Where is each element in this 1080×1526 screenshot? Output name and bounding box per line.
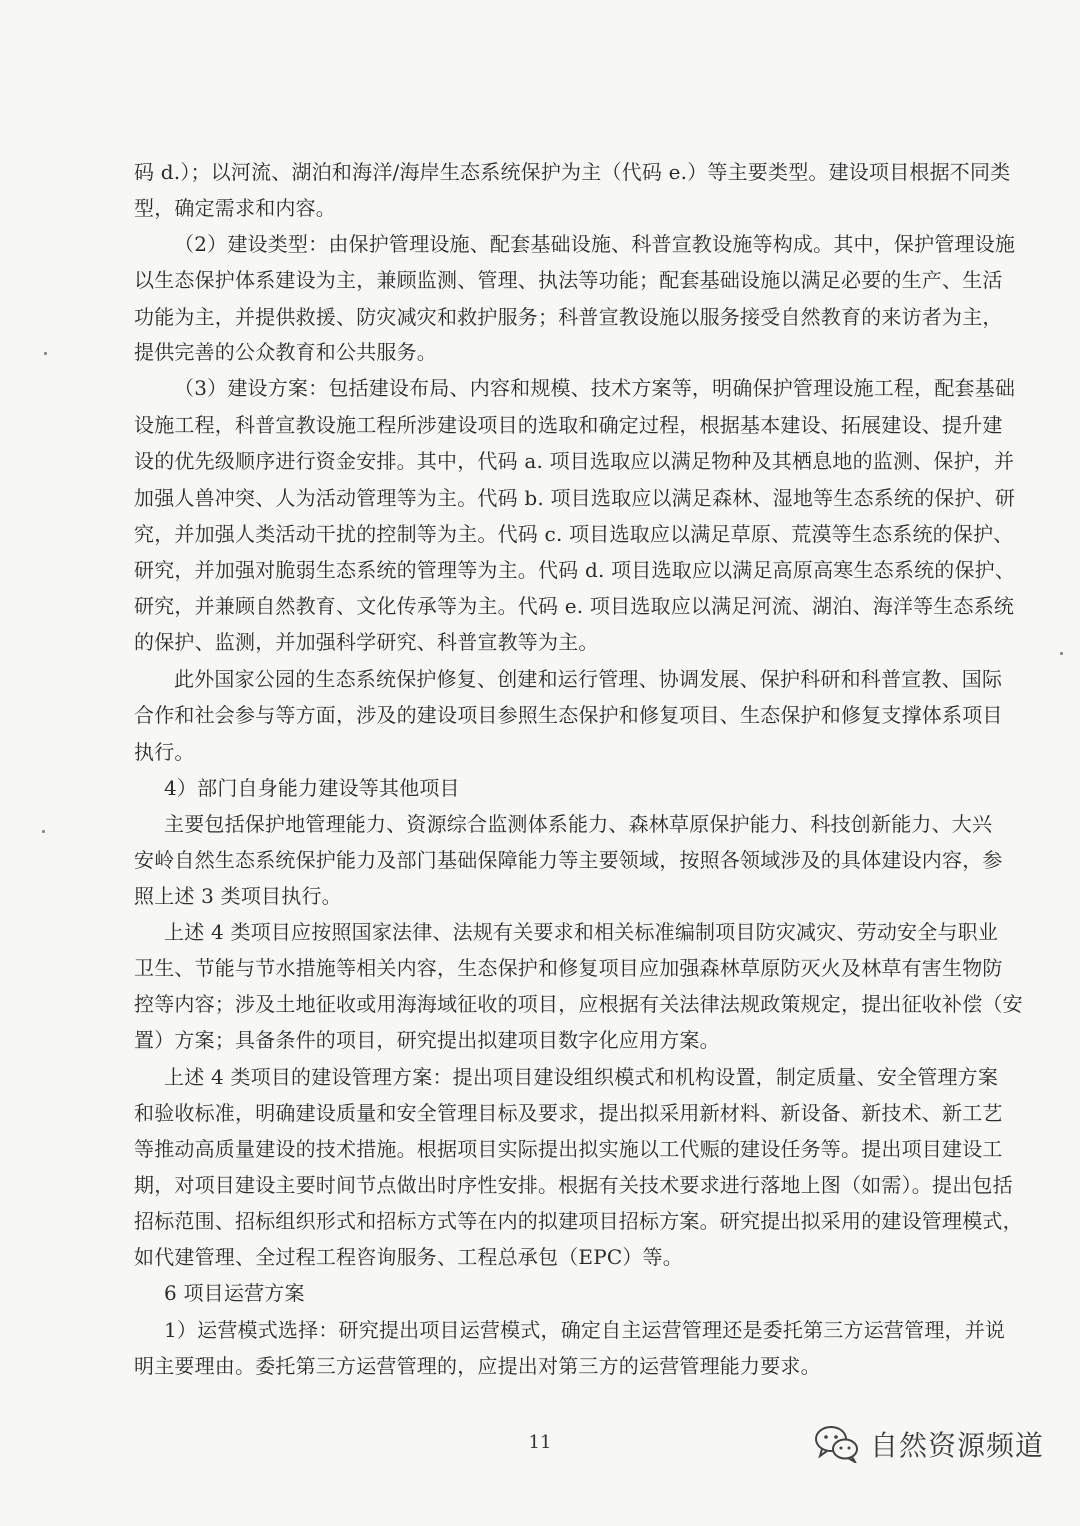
text-line: 安岭自然生态系统保护能力及部门基础保障能力等主要领域，按照各领域涉及的具体建设内容，参: [134, 848, 1003, 872]
text-line: 以生态保护体系建设为主，兼顾监测、管理、执法等功能；配套基础设施以满足必要的生产、生活: [134, 268, 1003, 292]
text-line: 4）部门自身能力建设等其他项目: [164, 776, 460, 800]
scan-speck: [42, 830, 45, 833]
wechat-icon: [814, 1425, 860, 1463]
text-line: 如代建管理、全过程工程咨询服务、工程总承包（EPC）等。: [134, 1245, 683, 1269]
text-line: 研究，并兼顾自然教育、文化传承等为主。代码 e. 项目选取应以满足河流、湖泊、海洋等生态系统: [134, 594, 1015, 618]
text-line: 究，并加强人类活动干扰的控制等为主。代码 c. 项目选取应以满足草原、荒漠等生态系统的保护、: [134, 522, 1014, 546]
text-line: 加强人兽冲突、人为活动管理等为主。代码 b. 项目选取应以满足森林、湿地等生态系统的保护、研: [134, 486, 1016, 510]
text-line: 卫生、节能与节水措施等相关内容，生态保护和修复项目应加强森林草原防灭火及林草有害生物防: [134, 956, 1003, 980]
text-line: 主要包括保护地管理能力、资源综合监测体系能力、森林草原保护能力、科技创新能力、大兴: [164, 812, 993, 836]
scan-speck: [1060, 652, 1063, 655]
text-line: （2）建设类型：由保护管理设施、配套基础设施、科普宣教设施等构成。其中，保护管理设施: [174, 232, 1016, 256]
text-line: 研究，并加强对脆弱生态系统的管理等为主。代码 d. 项目选取应以满足高原高寒生态系统的保护、: [134, 558, 1016, 582]
text-line: 上述 4 类项目应按照国家法律、法规有关要求和相关标准编制项目防灾减灾、劳动安全与职业: [164, 920, 999, 944]
text-line: 执行。: [134, 740, 195, 764]
text-line: 提供完善的公众教育和公共服务。: [134, 340, 437, 364]
text-line: 置）方案；具备条件的项目，研究提出拟建项目数字化应用方案。: [134, 1028, 720, 1052]
text-line: 6 项目运营方案: [164, 1281, 305, 1305]
text-line: 合作和社会参与等方面，涉及的建设项目参照生态保护和修复项目、生态保护和修复支撑体系项目: [134, 703, 1003, 727]
scan-speck: [44, 352, 47, 355]
text-line: 此外国家公园的生态系统保护修复、创建和运行管理、协调发展、保护科研和科普宣教、国际: [174, 667, 1003, 691]
text-line: 和验收标准，明确建设质量和安全管理目标及要求，提出拟采用新材料、新设备、新技术、新工艺: [134, 1101, 1003, 1125]
text-line: 设的优先级顺序进行资金安排。其中，代码 a. 项目选取应以满足物种及其栖息地的监测、保护，并: [134, 449, 1015, 473]
text-line: 期，对项目建设主要时间节点做出时序性安排。根据有关技术要求进行落地上图（如需）。提出包括: [134, 1173, 1013, 1197]
text-line: （3）建设方案：包括建设布局、内容和规模、技术方案等，明确保护管理设施工程，配套基础: [174, 376, 1016, 400]
text-line: 设施工程，科普宣教设施工程所涉建设项目的选取和确定过程，根据基本建设、拓展建设、提升建: [134, 413, 1003, 437]
text-line: 控等内容；涉及土地征收或用海海域征收的项目，应根据有关法律法规政策规定，提出征收补偿（安: [134, 992, 1023, 1016]
text-line: 功能为主，并提供救援、防灾减灾和救护服务；科普宣教设施以服务接受自然教育的来访者为主，: [134, 305, 1003, 329]
text-line: 招标范围、招标组织形式和招标方式等在内的拟建项目招标方案。研究提出拟采用的建设管理模式，: [134, 1209, 1023, 1233]
text-line: 1）运营模式选择：研究提出项目运营模式，确定自主运营管理还是委托第三方运营管理，并说: [164, 1318, 1006, 1342]
text-line: 上述 4 类项目的建设管理方案：提出项目建设组织模式和机构设置，制定质量、安全管理方案: [164, 1065, 999, 1089]
text-line: 码 d.）；以河流、湖泊和海洋/海岸生态系统保护为主（代码 e.）等主要类型。建设项目根据不同类: [134, 160, 1011, 184]
watermark-text: 自然资源频道: [869, 1429, 1044, 1462]
page-number: 11: [528, 1432, 552, 1453]
text-line: 明主要理由。委托第三方运营管理的，应提出对第三方的运营管理能力要求。: [134, 1354, 821, 1378]
watermark: [814, 1424, 1044, 1464]
text-line: 型，确定需求和内容。: [134, 196, 336, 220]
text-line: 照上述 3 类项目执行。: [134, 884, 342, 908]
text-line: 等推动高质量建设的技术措施。根据项目实际提出拟实施以工代赈的建设任务等。提出项目建设工: [134, 1137, 1003, 1161]
text-line: 的保护、监测，并加强科学研究、科普宣教等为主。: [134, 630, 599, 654]
